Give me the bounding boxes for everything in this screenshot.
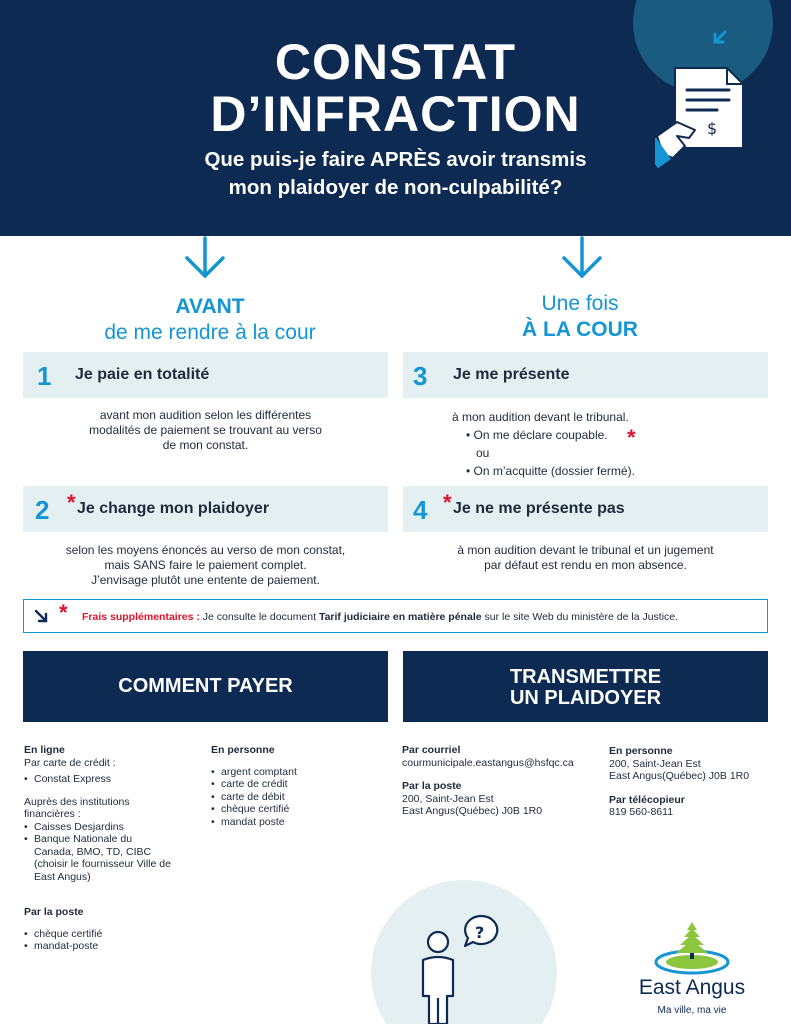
list-item-text: • Banque Nationale du [34, 833, 133, 845]
transmit-in-person-heading: En personne [609, 745, 673, 757]
mail-address-line1: 200, Saint-Jean Est [402, 792, 494, 805]
institutions-heading-line2: financières : [24, 808, 81, 820]
pay-in-person-section [211, 744, 381, 828]
transmit-fax-heading: Par télécopieur [609, 793, 685, 806]
list-item [211, 791, 381, 804]
svg-text:$: $ [707, 119, 718, 138]
text-line: J’envisage plutôt une entente de paiement. [91, 573, 320, 587]
in-person-address-line2: East Angus(Québec) J0B 1R0 [609, 770, 750, 782]
list-item [24, 928, 199, 941]
asterisk-marker: * [627, 425, 636, 450]
list-item [211, 766, 381, 779]
step-3-header [403, 352, 768, 398]
text-line: à mon audition devant le tribunal et un jugement [457, 543, 714, 557]
transmit-mail-heading: Par la poste [402, 780, 462, 792]
list-item-text: Constat Express [34, 773, 112, 785]
pay-mail-heading: Par la poste [24, 906, 84, 918]
note-text [82, 611, 678, 624]
step-3-option-1: • On me déclare coupable. [466, 428, 608, 442]
list-item [211, 816, 381, 829]
note-text-after: sur le site Web du ministère de la Justice. [484, 611, 679, 623]
list-item-text: argent comptant [221, 765, 297, 778]
list-item-text: mandat-poste [34, 940, 99, 952]
text-line: par défaut est rendu en mon absence. [484, 558, 687, 572]
svg-text:?: ? [475, 923, 485, 942]
list-item [24, 833, 199, 883]
note-label: Frais supplémentaires : [82, 611, 200, 623]
pay-in-person-heading: En personne [211, 744, 275, 756]
list-item [211, 803, 381, 816]
header-banner [0, 0, 791, 236]
text-line: On me déclare coupable. [473, 428, 608, 442]
institutions-heading-line1: Auprès des institutions [24, 795, 130, 808]
how-to-pay-band [23, 651, 388, 722]
list-item [24, 773, 199, 786]
step-number: 1 [37, 361, 52, 391]
step-3-description [452, 410, 712, 425]
list-item-text: carte de débit [221, 790, 285, 803]
transmit-email-heading: Par courriel [402, 744, 461, 756]
text-line: à mon audition devant le tribunal. [452, 410, 629, 424]
list-item-text: carte de crédit [221, 778, 288, 790]
subtitle-line1: Que puis-je faire APRÈS avoir transmis [204, 148, 587, 171]
section-title: COMMENT PAYER [118, 675, 293, 697]
text-line: On m’acquitte (dossier fermé). [473, 464, 635, 478]
step-title: Je me présente [453, 366, 570, 383]
east-angus-logo-icon [652, 920, 732, 976]
subtitle-line2: mon plaidoyer de non-culpabilité? [228, 176, 563, 199]
asterisk-marker: * [67, 490, 76, 515]
left-column-heading [60, 294, 360, 346]
person-question-icon [405, 912, 505, 1024]
step-2-description [23, 543, 388, 588]
list-item-text: (choisir le fournisseur Ville de [34, 858, 171, 870]
list-item [24, 821, 199, 834]
arrow-down-right-icon [34, 609, 48, 623]
step-1-header [23, 352, 388, 398]
text-line: modalités de paiement se trouvant au verso [89, 423, 322, 437]
left-heading-bold: AVANT [175, 295, 245, 318]
note-text-before: Je consulte le document [202, 611, 317, 623]
asterisk-marker: * [443, 490, 452, 515]
document-dollar-icon [655, 28, 765, 168]
section-title-line1: TRANSMETTRE [509, 666, 662, 688]
down-arrow-icon [560, 236, 604, 282]
transmit-email-section [402, 744, 602, 818]
list-item-text: East Angus) [34, 870, 91, 883]
pay-online-section [24, 744, 199, 883]
right-column-heading [430, 291, 730, 343]
transmit-in-person-section [609, 745, 779, 819]
list-item-text: mandat poste [221, 815, 285, 828]
mail-address-line2: East Angus(Québec) J0B 1R0 [402, 805, 543, 817]
asterisk-marker: * [59, 600, 68, 625]
list-item-text: Canada, BMO, TD, CIBC [34, 845, 152, 858]
list-item [211, 778, 381, 791]
pay-online-subheading: Par carte de crédit : [24, 756, 116, 769]
transmit-plea-band [403, 651, 768, 722]
step-4-description [403, 543, 768, 573]
step-title: Je ne me présente pas [453, 500, 625, 517]
step-2-header [23, 486, 388, 532]
step-title: Je change mon plaidoyer [77, 500, 270, 517]
list-item-text: Caisses Desjardins [34, 820, 124, 833]
logo-tagline: Ma ville, ma vie [657, 1005, 727, 1016]
left-heading-rest: de me rendre à la cour [104, 321, 316, 344]
fax-number: 819 560-8611 [609, 806, 674, 818]
step-4-header [403, 486, 768, 532]
logo-name: East Angus [638, 976, 746, 999]
text-line: mais SANS faire le paiement complet. [104, 558, 307, 572]
step-number: 4 [413, 495, 428, 525]
step-1-description [23, 408, 388, 453]
down-arrow-icon [183, 236, 227, 282]
list-item-text: chèque certifié [34, 927, 103, 940]
right-heading-bold: À LA COUR [522, 318, 638, 341]
step-3-option-2: • On m’acquitte (dossier fermé). [466, 464, 635, 478]
list-item [24, 940, 199, 953]
list-item-text: chèque certifié [221, 803, 290, 815]
text-line: de mon constat. [162, 438, 249, 452]
note-document-name: Tarif judiciaire en matière pénale [318, 611, 482, 623]
text-line: avant mon audition selon les différentes [99, 408, 312, 422]
page-title-line2: D’INFRACTION [210, 86, 581, 142]
step-number: 3 [413, 361, 428, 391]
in-person-address-line1: 200, Saint-Jean Est [609, 757, 701, 770]
additional-fees-note [23, 599, 768, 633]
step-3-separator: ou [476, 446, 490, 460]
step-title: Je paie en totalité [75, 366, 210, 383]
section-title-line2: UN PLAIDOYER [509, 687, 662, 709]
court-email-address: courmunicipale.eastangus@hsfqc.ca [402, 756, 574, 769]
step-number: 2 [35, 495, 50, 525]
text-line: selon les moyens énoncés au verso de mon constat, [65, 543, 346, 557]
right-heading-rest: Une fois [541, 292, 619, 315]
page-title-line1: CONSTAT [274, 34, 517, 90]
pay-mail-section [24, 906, 199, 953]
pay-online-heading: En ligne [24, 744, 65, 756]
